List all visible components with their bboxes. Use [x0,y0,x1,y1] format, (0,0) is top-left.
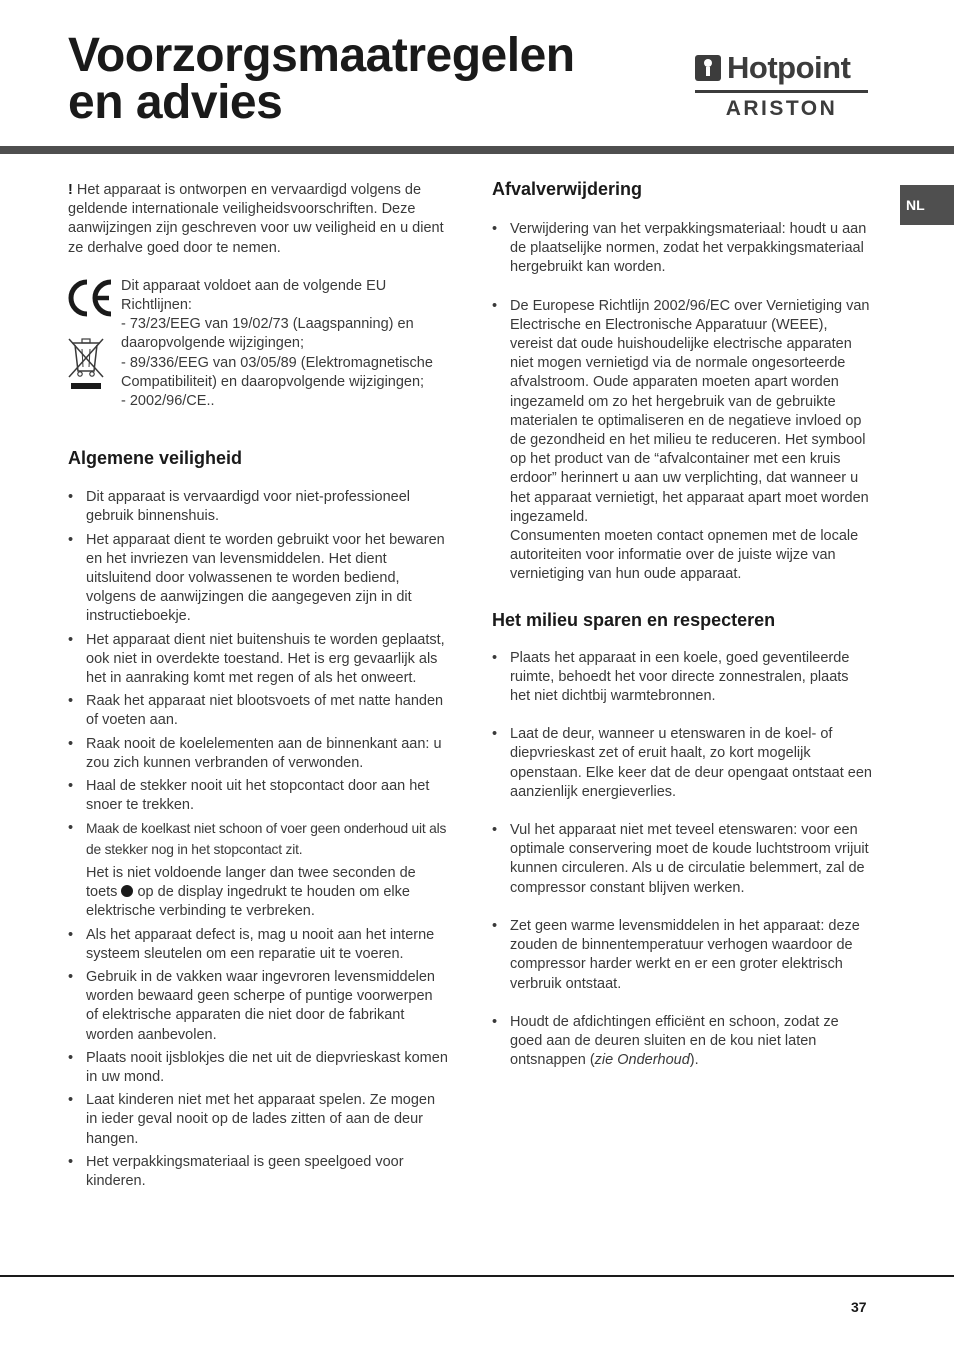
page-title-line2: en advies [68,76,283,129]
note-text-after: op de display ingedrukt te houden om elke elektrische verbinding te verbreken. [86,884,410,920]
list-item: • Raak het apparaat niet blootsvoets of met natte handen of voeten aan. [68,692,448,730]
list-item-text: De Europese Richtlijn 2002/96/EC over Vernietiging van Electrische en Electronische Apparatuur (WEEE), vereist dat oude huishoudelijke electrische apparaten niet mogen vernietigd via de normale ongesorteerde afvalstroom. Oude apparaten moeten apart worden ingezameld om zo het hergebruik van de gebruikte materialen te optimaliseren en de negatieve invloed op de gezondheid en het milieu te reduceren. Het symbool op het product van de “afvalcontainer met een kruis erdoor” herinnert u aan uw verplichting, dat wanneer u het apparaat vernietigt, het apparaat apart moet worden ingezameld. [510,297,870,525]
disposal-list [492,220,872,585]
list-item: • Raak nooit de koelelementen aan de binnenkant aan: u zou zich kunnen verbranden of verwonden. [68,735,448,773]
list-item-text-cont: Consumenten moeten contact opnemen met de locale autoriteiten voor informatie over de juiste wijze van vernietiging van hun oude apparaat. [510,528,859,583]
list-item: • Vul het apparaat niet met teveel etenswaren: voor een optimale conservering moet de koude luchtstroom vrijuit kunnen circuleren. Als u de circulatie belemmert, zal de compressor constant blijven werken. [492,821,872,898]
warning-mark: ! [68,182,73,198]
intro-text: Het apparaat is ontworpen en vervaardigd volgens de geldende internationale veiligheidsvoorschriften. Deze aanwijzingen zijn geschreven voor uw veiligheid en u dient ze derhalve goed door te nemen. [68,182,444,256]
weee-bin-icon [68,337,104,391]
list-item-text: Houdt de afdichtingen efficiënt en schoon, zodat ze goed aan de deuren sluiten en de kou niet laten ontsnappen ( [510,1013,839,1069]
compliance-block [68,277,448,411]
right-column [492,178,872,1089]
list-item [68,819,448,921]
list-item: • Gebruik in de vakken waar ingevroren levensmiddelen worden bewaard geen scherpe of puntige voorwerpen of elektrische apparaten die niet door de fabrikant worden aanbevolen. [68,968,448,1045]
environment-heading: Het milieu sparen en respecteren [492,609,776,630]
compliance-line: Dit apparaat voldoet aan de volgende EU Richtlijnen: [121,277,387,314]
disposal-heading: Afvalverwijdering [492,179,643,199]
list-item: • Verwijdering van het verpakkingsmateriaal: houdt u aan de plaatselijke normen, zodat het verpakkingsmateriaal hergebruikt kan worden. [492,220,872,278]
page-title-line1: Voorzorgsmaatregelen [68,29,575,82]
list-item: • Laat de deur, wanneer u etenswaren in de koel- of diepvrieskast zet of eruit haalt, zo kort mogelijk openstaan. Elke keer dat de deur opengaat ontstaat een aanzienlijk energieverlies. [492,725,872,802]
list-item: • Het verpakkingsmateriaal is geen speelgoed voor kinderen. [68,1153,448,1191]
list-item: • Laat kinderen niet met het apparaat spelen. Ze mogen in ieder geval nooit op de lades zitten of aan de deur hangen. [68,1091,448,1149]
page-title [68,29,575,129]
note-text-before: Het is niet voldoende langer dan twee seconden de toets [86,864,416,901]
display-button-note [86,864,448,922]
intro-paragraph [68,181,448,258]
ce-mark-icon [68,277,114,319]
compliance-line: - 2002/96/CE.. [121,393,215,410]
logo-sub-brand: ARISTON [725,97,838,120]
footer-divider [0,1275,954,1277]
hotpoint-logo-icon [695,55,721,81]
cross-reference: zie Onderhoud [594,1052,690,1069]
header-divider-bar [0,146,954,154]
compliance-line: - 89/336/EEG van 03/05/89 (Elektromagnetische Compatibiliteit) en daaropvolgende wijzigingen; [121,354,433,390]
list-item: • Dit apparaat is vervaardigd voor niet-professioneel gebruik binnenshuis. [68,488,448,526]
safety-heading: Algemene veiligheid [68,448,243,469]
safety-list [68,488,448,1191]
list-item-text-end: ). [689,1052,699,1069]
list-item: • Zet geen warme levensmiddelen in het apparaat: deze zouden de binnentemperatuur verhogen waardoor de compressor harder werkt en er een groter elektrisch verbruik ontstaat. [492,917,872,994]
list-item: • Plaats het apparaat in een koele, goed geventileerde ruimte, behoedt het voor directe zonnestralen, plaats het niet dichtbij warmtebronnen. [492,649,872,707]
language-tab: NL [900,185,954,225]
list-item: • Haal de stekker nooit uit het stopcontact door aan het snoer te trekken. [68,777,448,815]
left-column [68,181,448,1195]
page-number: 37 [851,1299,867,1315]
list-item: • Het apparaat dient niet buitenshuis te worden geplaatst, ook niet in overdekte toestand. Het is erg gevaarlijk als het in aanraking komt met regen of als het onweert. [68,631,448,689]
environment-list [492,649,872,1071]
list-item [492,297,872,585]
list-item: • Als het apparaat defect is, mag u nooit aan het interne systeem sleutelen om een reparatie uit te voeren. [68,926,448,964]
button-dot-icon [121,885,133,897]
logo-divider [695,90,868,93]
list-item: • Het apparaat dient te worden gebruikt voor het bewaren en het invriezen van levensmiddelen. Het dient uitsluitend door volwassenen te worden bediend, volgens de aanwijzingen die aangegeven zijn in dit instructieboekje. [68,531,448,627]
brand-logo [695,52,868,126]
list-item [492,1013,872,1071]
list-item: • Plaats nooit ijsblokjes die net uit de diepvrieskast komen in uw mond. [68,1049,448,1087]
list-item-text: Maak de koelkast niet schoon of voer geen onderhoud uit als de stekker nog in het stopcontact zit. [86,821,447,857]
compliance-line: - 73/23/EEG van 19/02/73 (Laagspanning) en daaropvolgende wijzigingen; [121,316,414,352]
logo-brand-name: Hotpoint [727,50,851,85]
